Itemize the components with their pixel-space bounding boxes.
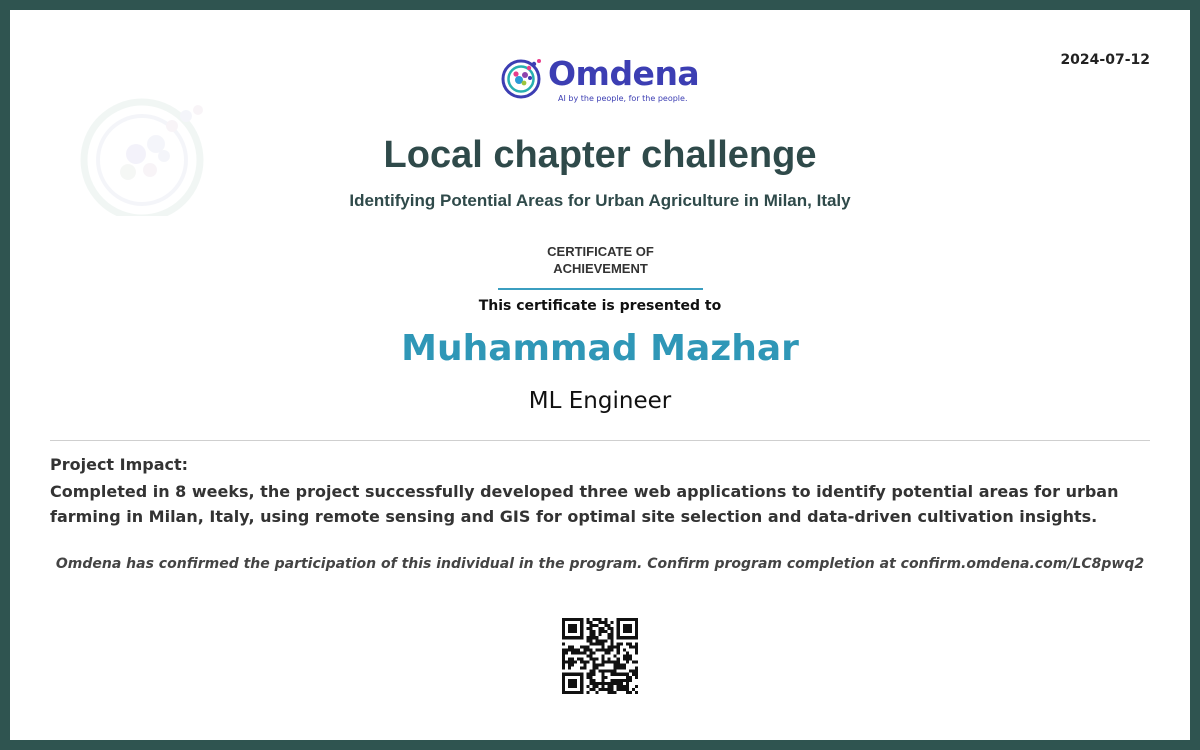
recipient-role: ML Engineer [528,388,672,414]
certificate-title: Local chapter challenge [383,134,817,176]
omdena-logo [500,54,700,108]
issue-date: 2024-07-12 [1060,52,1150,68]
certificate-type-line1: CERTIFICATE OF [547,244,654,259]
project-impact-label: Project Impact: [50,455,189,474]
certificate-card [10,10,1190,740]
omdena-logo-icon [500,56,544,100]
qr-code-icon[interactable] [562,618,638,694]
presented-to-text: This certificate is presented to [478,298,722,314]
project-impact-text: Completed in 8 weeks, the project successfully developed three web applications to identify potential areas for urban farming in Milan, Italy, using remote sensing and GIS for optimal site selection and data-driven cultivation insights. [50,482,1119,526]
section-divider [50,440,1150,441]
logo-wordmark: Omdena [548,54,700,93]
confirmation-note: Omdena has confirmed the participation of this individual in the program. Confirm program completion at confirm.omdena.com/LC8pwq2 [55,556,1145,572]
logo-tagline: AI by the people, for the people. [558,94,688,103]
project-subtitle: Identifying Potential Areas for Urban Agriculture in Milan, Italy [349,191,851,210]
certificate-type-label [498,243,703,290]
certificate-type-line2: ACHIEVEMENT [553,261,648,276]
recipient-name: Muhammad Mazhar [401,328,799,369]
